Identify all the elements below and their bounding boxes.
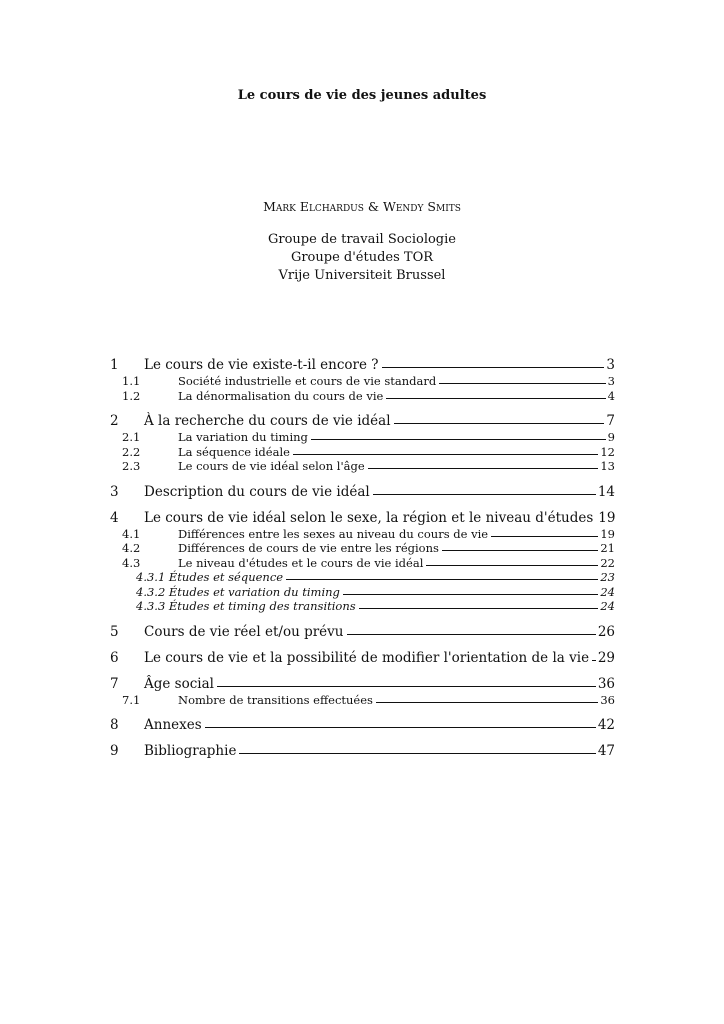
dot-leader	[286, 579, 598, 580]
toc-entry-title: Le cours de vie et la possibilité de modifier l'orientation de la vie	[144, 649, 590, 666]
toc-page-number: 9	[607, 430, 615, 444]
toc-entry[interactable]	[110, 624, 615, 641]
toc-entry[interactable]	[110, 599, 615, 614]
toc-entry-number: 4.2	[122, 541, 141, 555]
toc-entry-title: 4.3.1 Études et séquence	[136, 570, 284, 584]
dot-leader	[491, 536, 598, 537]
toc-page-number: 42	[597, 717, 615, 733]
toc-page-number: 12	[600, 444, 615, 459]
toc-entry-number: 4.1	[122, 526, 141, 541]
toc-entry-number: 2.1	[122, 430, 141, 444]
toc-entry-title: Société industrielle et cours de vie standard	[178, 374, 437, 388]
toc-page-number: 29	[597, 649, 615, 666]
toc-entry-number: 1	[110, 357, 119, 373]
dot-leader	[376, 702, 598, 703]
toc-page-number: 24	[600, 584, 615, 599]
toc-entry-title: La variation du timing	[178, 430, 308, 444]
toc-entry-title: Description du cours de vie idéal	[144, 483, 370, 500]
toc-entry-title: La dénormalisation du cours de vie	[178, 388, 384, 403]
affiliation-line: Groupe de travail Sociologie	[268, 232, 456, 247]
toc-entry-title: Différences de cours de vie entre les régions	[178, 541, 439, 555]
toc-entry[interactable]	[110, 650, 615, 667]
toc-entry[interactable]	[110, 413, 615, 430]
toc-page-number: 36	[597, 675, 615, 692]
toc-page-number: 7	[606, 413, 615, 429]
toc-entry-title: À la recherche du cours de vie idéal	[144, 413, 391, 429]
dot-leader	[205, 727, 596, 728]
toc-entry[interactable]	[110, 357, 615, 374]
toc-entry[interactable]	[110, 389, 615, 404]
toc-entry-title: Le cours de vie existe-t-il encore ?	[144, 357, 379, 373]
toc-page-number: 19	[598, 509, 616, 526]
dot-leader	[343, 594, 598, 595]
toc-entry[interactable]	[110, 445, 615, 460]
toc-entry[interactable]	[110, 717, 615, 734]
toc-page-number: 47	[597, 743, 615, 759]
toc-entry-title: Différences entre les sexes au niveau du cours de vie	[178, 526, 489, 541]
toc-entry[interactable]	[110, 743, 615, 760]
toc-page-number: 13	[600, 459, 615, 473]
document-authors: Mark Elchardus & Wendy Smits	[263, 199, 461, 214]
toc-entry[interactable]	[110, 676, 615, 693]
toc-entry-title: Nombre de transitions effectuées	[178, 692, 373, 707]
toc-entry-number: 6	[110, 649, 119, 666]
dot-leader	[293, 454, 598, 455]
dot-leader	[386, 398, 605, 399]
toc-page-number: 36	[600, 692, 615, 707]
dot-leader	[217, 686, 596, 687]
toc-entry[interactable]	[110, 459, 615, 474]
toc-page-number: 3	[607, 374, 615, 388]
dot-leader	[426, 565, 598, 566]
toc-page-number: 22	[600, 555, 615, 570]
dot-leader	[373, 494, 596, 495]
document-title: Le cours de vie des jeunes adultes	[237, 88, 487, 103]
toc-entry-number: 2.3	[122, 459, 141, 473]
toc-entry-title: Âge social	[144, 675, 214, 692]
toc-entry[interactable]	[110, 430, 615, 445]
dot-leader	[239, 753, 595, 754]
toc-page-number: 24	[600, 599, 615, 613]
toc-entry-title: 4.3.2 Études et variation du timing	[136, 584, 340, 599]
toc-entry-title: La séquence idéale	[178, 444, 290, 459]
toc-page-number: 21	[600, 541, 615, 555]
dot-leader	[347, 634, 596, 635]
toc-page-number: 4	[607, 388, 615, 403]
dot-leader	[382, 367, 605, 368]
affiliation-line: Vrije Universiteit Brussel	[278, 268, 446, 283]
toc-entry-title: 4.3.3 Études et timing des transitions	[136, 599, 356, 613]
toc-entry-number: 4.3	[122, 555, 141, 570]
toc-entry[interactable]	[110, 510, 615, 527]
toc-entry-number: 7	[110, 675, 119, 692]
toc-entry-number: 7.1	[122, 692, 141, 707]
dot-leader	[439, 383, 605, 384]
toc-entry[interactable]	[110, 570, 615, 585]
toc-entry-number: 1.2	[122, 388, 141, 403]
dot-leader	[368, 468, 599, 469]
toc-entry[interactable]	[110, 374, 615, 389]
toc-entry-number: 3	[110, 483, 119, 500]
dot-leader	[442, 550, 598, 551]
toc-entry-title: Le niveau d'études et le cours de vie idéal	[178, 555, 424, 570]
toc-page-number: 19	[600, 526, 615, 541]
toc-entry-number: 9	[110, 743, 119, 759]
toc-entry[interactable]	[110, 484, 615, 501]
toc-page-number: 26	[597, 623, 615, 640]
dot-leader	[311, 439, 606, 440]
toc-entry[interactable]	[110, 556, 615, 571]
toc-entry[interactable]	[110, 693, 615, 708]
toc-entry-title: Annexes	[144, 717, 202, 733]
dot-leader	[394, 423, 605, 424]
affiliation-block	[0, 231, 724, 285]
dot-leader	[359, 608, 599, 609]
toc-entry-title: Le cours de vie idéal selon l'âge	[178, 459, 365, 473]
toc-entry-number: 8	[110, 717, 119, 733]
affiliation-line: Groupe d'études TOR	[290, 250, 434, 265]
toc-entry-number: 2	[110, 413, 119, 429]
toc-entry[interactable]	[110, 527, 615, 542]
toc-entry-title: Cours de vie réel et/ou prévu	[144, 623, 344, 640]
toc-entry-number: 2.2	[122, 444, 141, 459]
toc-entry[interactable]	[110, 585, 615, 600]
toc-entry[interactable]	[110, 541, 615, 556]
dot-leader	[592, 660, 596, 661]
toc-entry-title: Bibliographie	[144, 743, 237, 759]
toc-entry-number: 1.1	[122, 374, 141, 388]
toc-page-number: 23	[600, 570, 615, 584]
toc-entry-number: 5	[110, 623, 119, 640]
toc-page-number: 3	[606, 357, 615, 373]
toc-entry-title: Le cours de vie idéal selon le sexe, la région et le niveau d'études	[144, 509, 594, 526]
toc-page-number: 14	[597, 483, 615, 500]
toc-entry-number: 4	[110, 509, 119, 526]
table-of-contents	[110, 357, 615, 769]
